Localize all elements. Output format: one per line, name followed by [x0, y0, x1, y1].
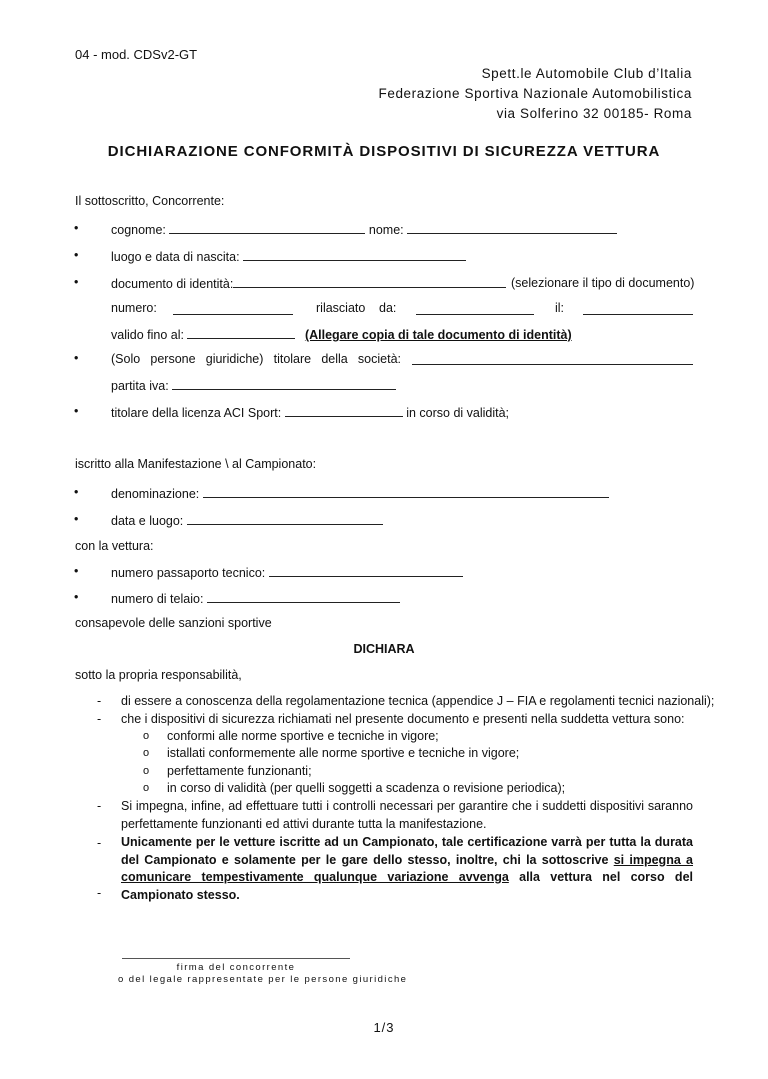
- denominazione-row: [111, 486, 609, 501]
- sub-item-2: istallati conformemente alle norme sportive e tecniche in vigore;: [167, 746, 520, 760]
- dash: -: [97, 836, 102, 850]
- bullet: •: [74, 404, 79, 418]
- document-title: DICHIARAZIONE CONFORMITÀ DISPOSITIVI DI SICUREZZA VETTURA: [107, 143, 661, 160]
- birth-row: [111, 249, 466, 264]
- recipient-address-line2: Federazione Sportiva Nazionale Automobilistica: [378, 86, 692, 101]
- passaporto-row: [111, 565, 463, 580]
- bullet: •: [74, 351, 79, 365]
- licenza-label: titolare della licenza ACI Sport:: [111, 406, 282, 420]
- telaio-field[interactable]: [207, 591, 400, 603]
- declaration-4-part-b: alla vettura nel corso del Campionato stesso.: [121, 870, 693, 902]
- il-label: il:: [555, 301, 565, 315]
- declaration-3: Si impegna, infine, ad effettuare tutti i controlli necessari per garantire che i suddetti dispositivi saranno perfettamente funzionanti ed attivi durante tutta la manifestazione.: [121, 799, 693, 831]
- document-label: documento di identità:: [111, 277, 234, 291]
- sub-item-3: perfettamente funzionanti;: [167, 764, 312, 778]
- nome-label: nome:: [368, 223, 404, 237]
- circle-bullet: o: [143, 747, 150, 759]
- licenza-row: [111, 405, 509, 420]
- dichiara-heading: DICHIARA: [353, 642, 415, 656]
- bullet: •: [74, 221, 79, 235]
- licenza-field[interactable]: [285, 405, 403, 417]
- societa-label: (Solo persone giuridiche) titolare della società:: [111, 352, 401, 366]
- recipient-address-line1: Spett.le Automobile Club d’Italia: [481, 66, 692, 81]
- bullet: •: [74, 275, 79, 289]
- passaporto-field[interactable]: [269, 565, 463, 577]
- circle-bullet: o: [143, 765, 150, 777]
- piva-field[interactable]: [172, 378, 396, 390]
- cognome-row: [111, 222, 617, 237]
- bullet: •: [74, 248, 79, 262]
- form-code: 04 - mod. CDSv2-GT: [75, 47, 198, 62]
- document-field[interactable]: [233, 276, 506, 288]
- rilasciato-label: rilasciato: [316, 301, 366, 315]
- allegare-note: (Allegare copia di tale documento di identità): [304, 328, 572, 342]
- nome-field[interactable]: [407, 222, 617, 234]
- declaration-4-commitment: si impegna a comunicare tempestivamente qualunque variazione avvenga: [121, 852, 693, 884]
- bullet: •: [74, 564, 79, 578]
- page-number: 1/3: [373, 1020, 395, 1035]
- birth-field[interactable]: [243, 249, 466, 261]
- societa-field[interactable]: [412, 353, 693, 365]
- data-luogo-row: [111, 513, 383, 528]
- valido-label: valido fino al:: [111, 328, 184, 342]
- dash: -: [97, 712, 102, 726]
- bullet: •: [74, 590, 79, 604]
- document-row: [111, 276, 506, 291]
- dash: -: [97, 694, 102, 708]
- circle-bullet: o: [143, 730, 150, 742]
- dash: -: [97, 886, 102, 900]
- data-luogo-field[interactable]: [187, 513, 383, 525]
- cognome-label: cognome:: [111, 223, 166, 237]
- circle-bullet: o: [143, 782, 150, 794]
- data-luogo-label: data e luogo:: [111, 514, 184, 528]
- intro-text: Il sottoscritto, Concorrente:: [75, 194, 225, 208]
- numero-field[interactable]: [173, 303, 293, 315]
- piva-label: partita iva:: [111, 379, 169, 393]
- signature-caption-1: firma del concorrente: [176, 962, 296, 973]
- vehicle-intro: con la vettura:: [75, 539, 154, 553]
- rilasciato-da-field[interactable]: [416, 303, 534, 315]
- numero-label: numero:: [111, 301, 157, 315]
- declaration-2: che i dispositivi di sicurezza richiamati nel presente documento e presenti nella suddetta vettura sono:: [121, 712, 685, 726]
- declaration-4: [121, 834, 693, 904]
- bullet: •: [74, 485, 79, 499]
- piva-row: [111, 378, 396, 393]
- birth-label: luogo e data di nascita:: [111, 250, 240, 264]
- denominazione-label: denominazione:: [111, 487, 200, 501]
- valido-field[interactable]: [187, 327, 295, 339]
- telaio-label: numero di telaio:: [111, 592, 204, 606]
- declaration-4-part-a: Unicamente per le vetture iscritte ad un Campionato, tale certificazione varrà per tutta la durata del Campionato e solamente per le gare dello stesso, inoltre, chi la sottoscrive: [121, 835, 693, 867]
- sub-item-4: in corso di validità (per quelli soggetti a scadenza o revisione periodica);: [167, 781, 566, 795]
- signature-caption-2: o del legale rappresentate per le persone giuridiche: [118, 974, 408, 985]
- il-field[interactable]: [583, 303, 693, 315]
- valido-row: [111, 327, 572, 342]
- dash: -: [97, 799, 102, 813]
- denominazione-field[interactable]: [203, 486, 609, 498]
- telaio-row: [111, 591, 400, 606]
- da-label: da:: [379, 301, 397, 315]
- validita-text: in corso di validità;: [406, 406, 510, 420]
- event-intro: iscritto alla Manifestazione \ al Campionato:: [75, 457, 317, 471]
- bullet: •: [74, 512, 79, 526]
- passaporto-label: numero passaporto tecnico:: [111, 566, 266, 580]
- cognome-field[interactable]: [169, 222, 365, 234]
- signature-line[interactable]: [122, 958, 350, 959]
- consapevole-text: consapevole delle sanzioni sportive: [75, 616, 272, 630]
- sub-item-1: conformi alle norme sportive e tecniche in vigore;: [167, 729, 439, 743]
- responsabilita-text: sotto la propria responsabilità,: [75, 668, 242, 682]
- document-hint: (selezionare il tipo di documento): [511, 276, 695, 290]
- declaration-1: di essere a conoscenza della regolamentazione tecnica (appendice J – FIA e regolamenti tecnici nazionali);: [121, 694, 715, 708]
- recipient-address-line3: via Solferino 32 00185- Roma: [496, 106, 692, 121]
